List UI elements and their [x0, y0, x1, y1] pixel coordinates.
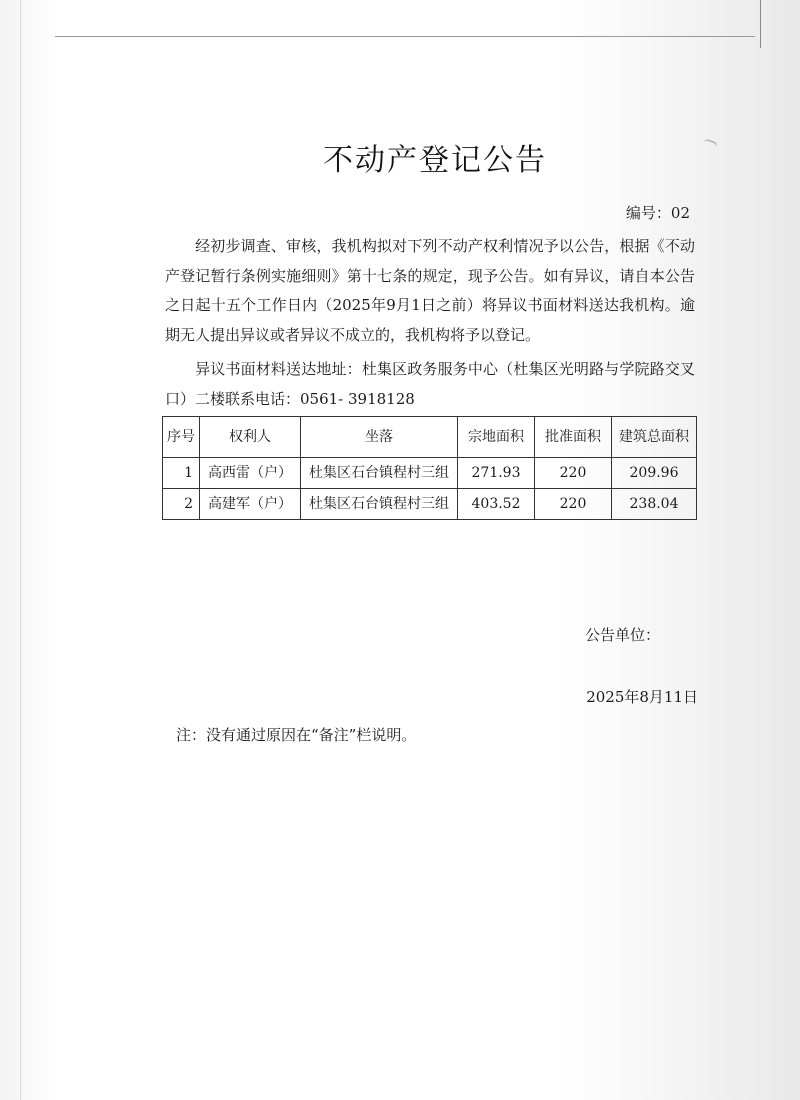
- cell-land-area: 403.52: [458, 489, 535, 520]
- cell-owner: 高西雷（户）: [200, 458, 301, 489]
- address-paragraph: [165, 355, 695, 414]
- header-land-area: 宗地面积: [458, 417, 535, 458]
- header-owner: 权利人: [200, 417, 301, 458]
- announcement-text: 经初步调查、审核，我机构拟对下列不动产权利情况予以公告，根据《不动产登记暂行条例实施细则》第十七条的规定，现予公告。如有异议，请自本公告之日起十五个工作日内（2025年9月1日之前）将异议书面材料送达我机构。逾期无人提出异议或者异议不成立的，我机构将予以登记。: [165, 237, 695, 344]
- footnote: 注：没有通过原因在“备注”栏说明。: [176, 726, 417, 744]
- cell-approved-area: 220: [535, 458, 612, 489]
- address-text: 异议书面材料送达地址：杜集区政务服务中心（杜集区光明路与学院路交叉口）二楼联系电话：0561- 3918128: [165, 360, 695, 408]
- scan-right-edge: [760, 0, 761, 48]
- scan-top-edge: [55, 36, 755, 37]
- table-row: [163, 489, 697, 520]
- cell-index: 1: [163, 458, 200, 489]
- issue-date: 2025年8月11日: [586, 688, 698, 706]
- cell-building-area: 209.96: [612, 458, 697, 489]
- issuer-label: 公告单位：: [585, 626, 661, 644]
- header-approved-area: 批准面积: [535, 417, 612, 458]
- issuer-line: [560, 624, 710, 645]
- document-number: 编号：02: [625, 204, 690, 222]
- announcement-paragraph: [165, 232, 695, 350]
- header-index: 序号: [163, 417, 200, 458]
- property-table: [162, 416, 697, 520]
- cell-approved-area: 220: [535, 489, 612, 520]
- cell-index: 2: [163, 489, 200, 520]
- page-title: 不动产登记公告: [323, 143, 547, 178]
- table-header-row: [163, 417, 697, 458]
- header-location: 坐落: [301, 417, 458, 458]
- cell-owner: 高建军（户）: [200, 489, 301, 520]
- cell-location: 杜集区石台镇程村三组: [301, 489, 458, 520]
- cell-land-area: 271.93: [458, 458, 535, 489]
- cell-location: 杜集区石台镇程村三组: [301, 458, 458, 489]
- cell-building-area: 238.04: [612, 489, 697, 520]
- table-row: [163, 458, 697, 489]
- header-building-area: 建筑总面积: [612, 417, 697, 458]
